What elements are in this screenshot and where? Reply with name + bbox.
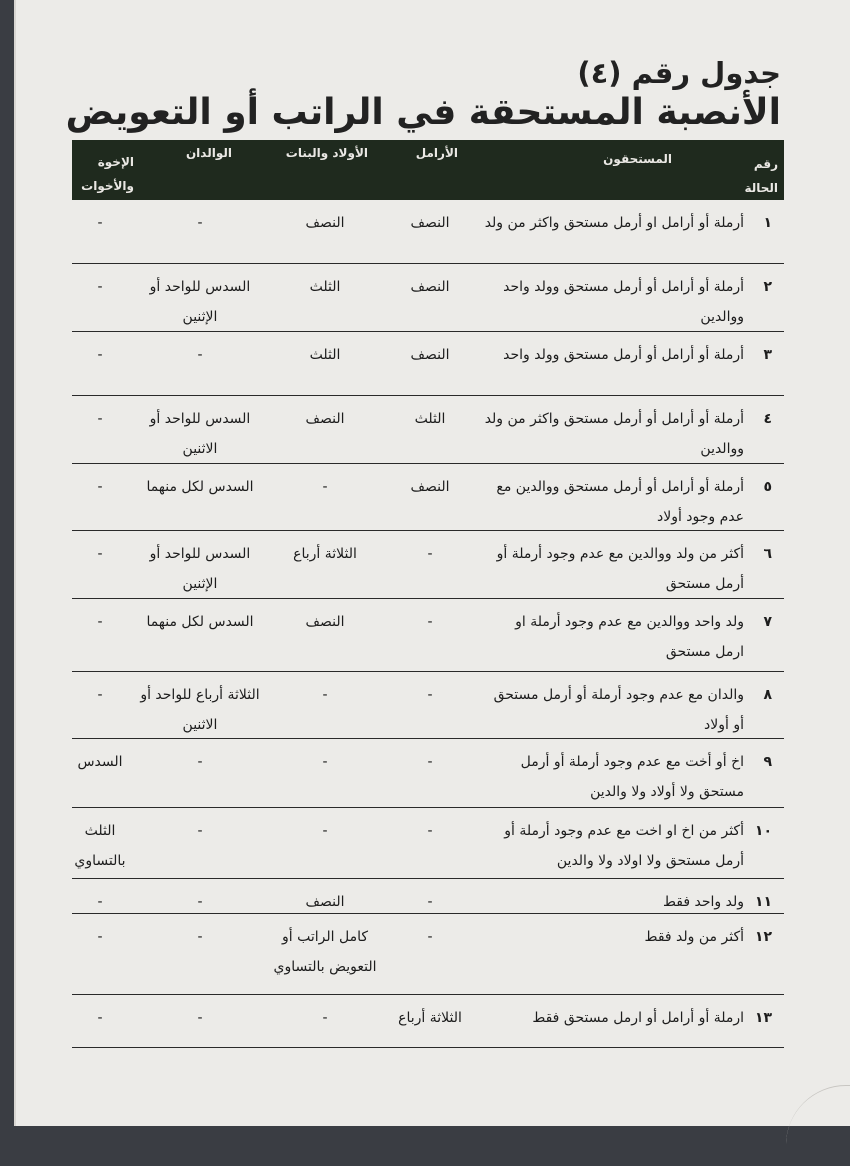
parents-cell: - [197,1010,203,1026]
siblings-cell: - [97,614,103,630]
table-row [72,464,784,531]
children-cell: - [322,823,328,839]
table-row [72,879,784,914]
beneficiaries-cell: أكثر من ولد فقط [644,929,744,945]
case-number: ٩ [763,754,772,770]
case-number: ٤ [763,411,772,427]
siblings-cell: - [97,894,103,910]
case-number: ١١ [754,894,772,910]
children-cell: النصف [305,411,345,427]
widows-cell: الثلاثة أرباع [398,1010,462,1026]
children-cell: النصف [305,894,345,910]
case-number: ٦ [763,546,772,562]
table-row [72,995,784,1048]
table-row [72,264,784,332]
case-number: ٧ [763,614,772,630]
header-siblings: الإخوة والأخوات [81,155,134,193]
beneficiaries-cell: أرملة أو أرامل أو أرمل مستحق ووالدين مع عدم وجود أولاد [496,479,744,525]
children-cell: كامل الراتب أو التعويض بالتساوي [273,929,377,975]
widows-cell: - [427,823,433,839]
header-widows: الأرامل [415,146,458,160]
table-row [72,672,784,739]
table-row [72,914,784,995]
parents-cell: - [197,215,203,231]
beneficiaries-cell: أرملة أو أرامل او أرمل مستحق واكثر من ولد [484,215,744,231]
header-case-no: رقم الحالة [744,157,778,195]
table-heading: الأنصبة المستحقة في الراتب أو التعويض [65,92,781,133]
children-cell: النصف [305,614,345,630]
widows-cell: - [427,546,433,562]
table-row [72,200,784,264]
siblings-cell: - [97,546,103,562]
widows-cell: النصف [410,215,450,231]
case-number: ١٠ [754,823,772,839]
table-title [66,55,781,135]
parents-cell: السدس للواحد أو الإثنين [149,546,251,592]
siblings-cell: - [97,1010,103,1026]
beneficiaries-cell: ولد واحد فقط [663,894,744,910]
parents-cell: السدس لكل منهما [146,479,254,495]
table-row [72,599,784,672]
table-number: جدول رقم (٤) [577,56,781,90]
case-number: ٢ [763,279,772,295]
parents-cell: السدس للواحد أو الاثنين [149,411,251,457]
case-number: ١ [763,215,772,231]
widows-cell: النصف [410,279,450,295]
parents-cell: - [197,347,203,363]
siblings-cell: - [97,411,103,427]
widows-cell: - [427,687,433,703]
children-cell: - [322,479,328,495]
widows-cell: - [427,754,433,770]
siblings-cell: - [97,215,103,231]
beneficiaries-cell: ارملة أو أرامل أو ارمل مستحق فقط [532,1010,744,1026]
children-cell: الثلاثة أرباع [293,546,357,562]
siblings-cell: السدس [77,754,123,770]
document-page [14,0,850,1126]
table-row [72,332,784,396]
beneficiaries-cell: أكثر من اخ او اخت مع عدم وجود أرملة أو أرمل مستحق ولا اولاد ولا والدين [504,823,744,869]
widows-cell: - [427,614,433,630]
beneficiaries-cell: اخ أو أخت مع عدم وجود أرملة أو أرمل مستحق ولا أولاد ولا والدين [520,754,744,800]
parents-cell: - [197,823,203,839]
table-row [72,531,784,599]
header-beneficiaries: المستحقون [603,152,672,166]
widows-cell: - [427,929,433,945]
widows-cell: النصف [410,479,450,495]
parents-cell: الثلاثة أرباع للواحد أو الاثنين [140,687,260,733]
header-parents: الوالدان [185,146,232,160]
siblings-cell: الثلث بالتساوي [74,823,126,869]
beneficiaries-cell: أرملة أو أرامل أو أرمل مستحق واكثر من ولد ووالدين [484,411,744,457]
case-number: ١٣ [754,1010,772,1026]
case-number: ٥ [763,479,772,495]
beneficiaries-cell: أكثر من ولد ووالدين مع عدم وجود أرملة أو أرمل مستحق [496,546,744,592]
parents-cell: السدس للواحد أو الإثنين [149,279,251,325]
parents-cell: - [197,754,203,770]
parents-cell: - [197,894,203,910]
beneficiaries-cell: ولد واحد ووالدين مع عدم وجود أرملة او ارمل مستحق [515,614,744,660]
table-row [72,396,784,464]
children-cell: الثلث [309,279,341,295]
children-cell: - [322,687,328,703]
parents-cell: - [197,929,203,945]
siblings-cell: - [97,347,103,363]
parents-cell: السدس لكل منهما [146,614,254,630]
table-row [72,808,784,879]
header-children: الأولاد والبنات [285,146,368,160]
case-number: ٨ [763,687,772,703]
case-number: ٣ [763,347,772,363]
beneficiaries-cell: أرملة أو أرامل أو أرمل مستحق وولد واحد [503,347,744,363]
entitlements-table [72,140,784,1048]
siblings-cell: - [97,687,103,703]
case-number: ١٢ [754,929,772,945]
widows-cell: النصف [410,347,450,363]
beneficiaries-cell: أرملة أو أرامل أو أرمل مستحق وولد واحد ووالدين [503,279,744,325]
widows-cell: الثلث [414,411,446,427]
children-cell: النصف [305,215,345,231]
table-header [72,140,784,200]
children-cell: - [322,754,328,770]
children-cell: - [322,1010,328,1026]
siblings-cell: - [97,929,103,945]
beneficiaries-cell: والدان مع عدم وجود أرملة أو أرمل مستحق أو أولاد [493,687,744,733]
widows-cell: - [427,894,433,910]
children-cell: الثلث [309,347,341,363]
siblings-cell: - [97,279,103,295]
siblings-cell: - [97,479,103,495]
table-row [72,739,784,808]
